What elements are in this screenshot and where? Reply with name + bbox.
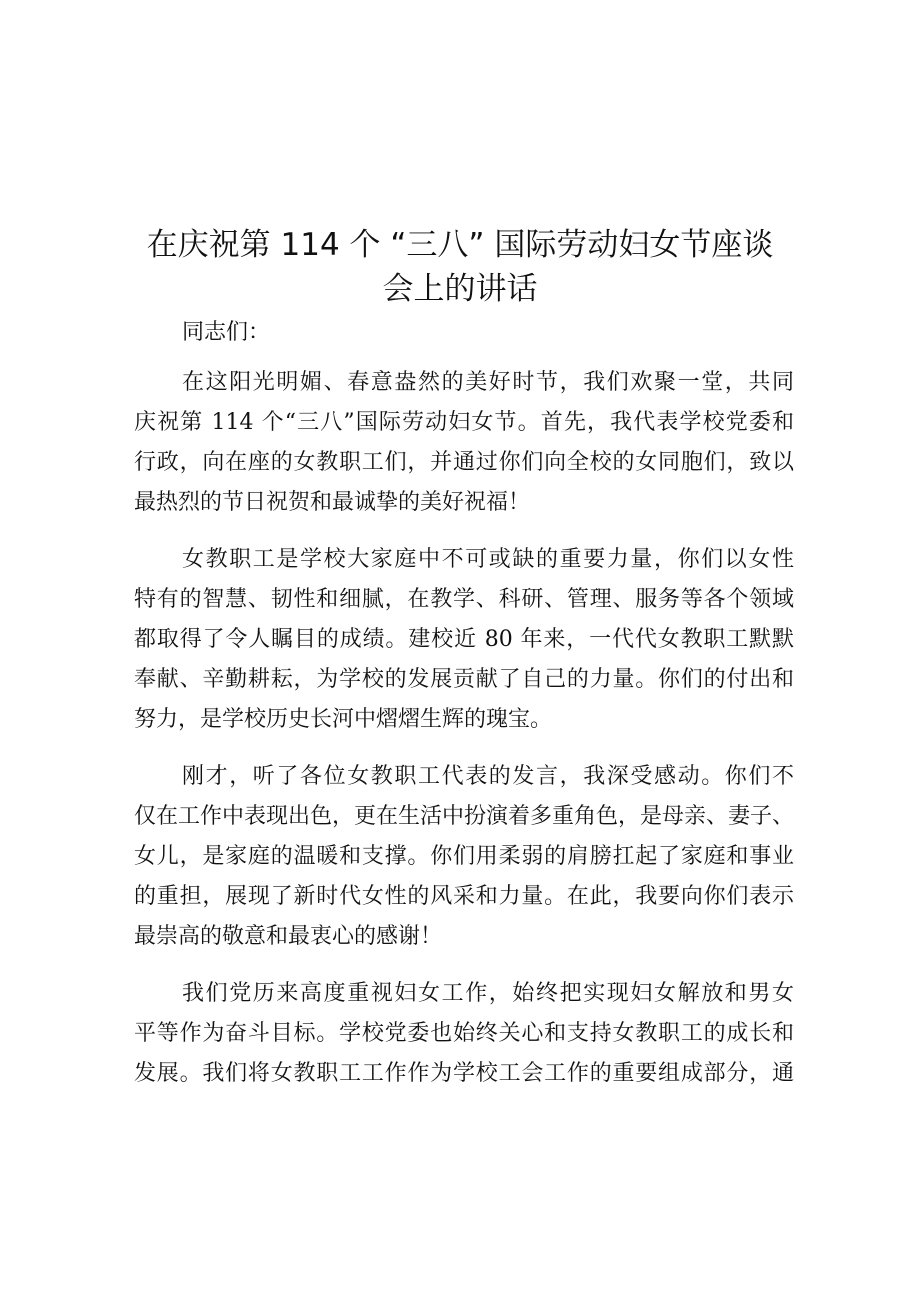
paragraph-line: 在这阳光明媚、春意盎然的美好时节，我们欢聚一堂，共同 xyxy=(182,370,794,395)
paragraph-line: 女儿，是家庭的温暖和支撑。你们用柔弱的肩膀扛起了家庭和事业 xyxy=(134,844,794,869)
paragraph-1 xyxy=(134,363,794,523)
paragraph-line: 最崇高的敬意和最衷心的感谢！ xyxy=(134,924,443,949)
paragraph-line: 努力，是学校历史长河中熠熠生辉的瑰宝。 xyxy=(134,707,553,732)
paragraph-line: 发展。我们将女教职工工作作为学校工会工作的重要组成部分，通 xyxy=(134,1061,794,1086)
paragraph-line: 最热烈的节日祝贺和最诚挚的美好祝福！ xyxy=(134,490,531,515)
paragraph-line: 奉献、辛勤耕耘，为学校的发展贡献了自己的力量。你们的付出和 xyxy=(134,667,794,692)
paragraph-line: 我们党历来高度重视妇女工作，始终把实现妇女解放和男女 xyxy=(182,981,794,1006)
paragraph-line: 平等作为奋斗目标。学校党委也始终关心和支持女教职工的成长和 xyxy=(134,1021,794,1046)
paragraph-line: 刚才，听了各位女教职工代表的发言，我深受感动。你们不 xyxy=(182,764,794,789)
paragraph-line: 的重担，展现了新时代女性的风采和力量。在此，我要向你们表示 xyxy=(134,884,794,909)
paragraph-line: 都取得了令人瞩目的成绩。建校近 80 年来，一代代女教职工默默 xyxy=(134,627,794,652)
paragraph-line: 行政，向在座的女教职工们，并通过你们向全校的女同胞们，致以 xyxy=(134,450,794,475)
paragraph-line: 庆祝第 114 个“三八”国际劳动妇女节。首先，我代表学校党委和 xyxy=(134,410,794,435)
paragraph-3 xyxy=(134,757,794,957)
document-title-line-1: 在庆祝第 114 个 “三八” 国际劳动妇女节座谈 xyxy=(146,227,774,263)
paragraph-line: 特有的智慧、韧性和细腻，在教学、科研、管理、服务等各个领域 xyxy=(134,587,794,612)
paragraph-2 xyxy=(134,540,794,740)
paragraph-line: 仅在工作中表现出色，更在生活中扮演着多重角色，是母亲、妻子、 xyxy=(134,804,795,829)
document-title-line-2: 会上的讲话 xyxy=(382,271,538,307)
salutation: 同志们： xyxy=(182,320,271,345)
paragraph-4 xyxy=(134,974,794,1094)
paragraph-line: 女教职工是学校大家庭中不可或缺的重要力量，你们以女性 xyxy=(182,547,794,572)
